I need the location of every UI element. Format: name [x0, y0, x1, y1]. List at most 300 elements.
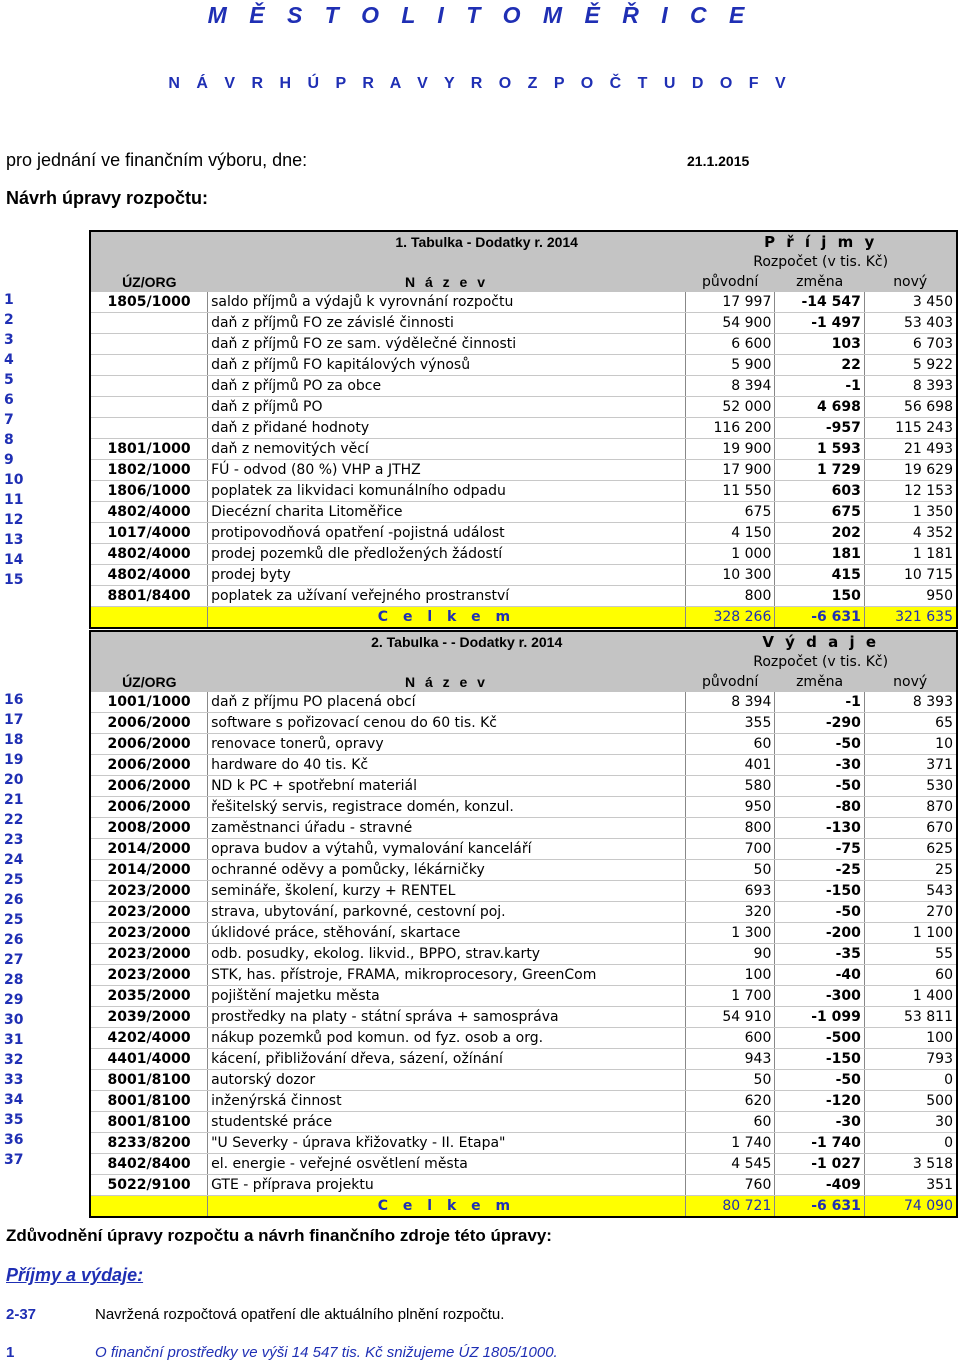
row-new: 351 — [864, 1175, 956, 1196]
note-text: O finanční prostředky ve výši 14 547 tis. Kč snižujeme ÚZ 1805/1000. — [95, 1344, 558, 1361]
row-name: daň z příjmů FO ze závislé činnosti — [208, 313, 686, 334]
income-total-label: C e l k e m — [208, 607, 686, 628]
table-row — [91, 376, 956, 397]
row-name: prodej byty — [208, 565, 686, 586]
table-row — [91, 1175, 956, 1196]
row-new: 530 — [864, 776, 956, 797]
row-original: 4 545 — [685, 1154, 775, 1175]
row-number: 25 — [4, 912, 24, 928]
income-table — [89, 230, 958, 629]
row-name: protipovodňová opatření -pojistná událost — [208, 523, 686, 544]
expense-col-new: nový — [864, 672, 956, 692]
row-code — [91, 397, 208, 418]
expense-total-label: C e l k e m — [208, 1196, 686, 1217]
table-row — [91, 1091, 956, 1112]
row-name: nákup pozemků pod komun. od fyz. osob a org. — [208, 1028, 686, 1049]
row-new: 270 — [864, 902, 956, 923]
row-name: úklidové práce, stěhování, skartace — [208, 923, 686, 944]
row-new: 950 — [864, 586, 956, 607]
row-name: hardware do 40 tis. Kč — [208, 755, 686, 776]
table-row — [91, 397, 956, 418]
row-name: prostředky na platy - státní správa + samosprávа — [208, 1007, 686, 1028]
table-row — [91, 797, 956, 818]
row-new: 500 — [864, 1091, 956, 1112]
row-change: 181 — [775, 544, 865, 565]
row-number: 4 — [4, 352, 14, 368]
row-name: STK, has. přístroje, FRAMA, mikroprocesory, GreenCom — [208, 965, 686, 986]
row-original: 10 300 — [685, 565, 775, 586]
row-name: studentské práce — [208, 1112, 686, 1133]
row-new: 53 403 — [864, 313, 956, 334]
row-change: 1 593 — [775, 439, 865, 460]
table-row — [91, 713, 956, 734]
row-code — [91, 376, 208, 397]
row-original: 90 — [685, 944, 775, 965]
row-original: 1 000 — [685, 544, 775, 565]
row-number: 8 — [4, 432, 14, 448]
row-number: 14 — [4, 552, 24, 568]
row-number: 22 — [4, 812, 24, 828]
row-new: 55 — [864, 944, 956, 965]
row-code — [91, 418, 208, 439]
justification-section: Příjmy a výdaje: — [6, 1265, 144, 1285]
row-number: 6 — [4, 392, 14, 408]
row-code: 2006/2000 — [91, 797, 208, 818]
row-new: 10 715 — [864, 565, 956, 586]
table-row — [91, 523, 956, 544]
row-number: 15 — [4, 572, 24, 588]
row-change: 603 — [775, 481, 865, 502]
row-change: 202 — [775, 523, 865, 544]
row-number: 27 — [4, 952, 24, 968]
row-number: 30 — [4, 1012, 24, 1028]
row-original: 54 900 — [685, 313, 775, 334]
row-number: 35 — [4, 1112, 24, 1128]
row-name: FÚ - odvod (80 %) VHP a JTHZ — [208, 460, 686, 481]
row-name: pojištění majetku města — [208, 986, 686, 1007]
row-new: 19 629 — [864, 460, 956, 481]
row-change: -1 — [775, 692, 865, 713]
row-new: 10 — [864, 734, 956, 755]
row-change: 1 729 — [775, 460, 865, 481]
row-number: 23 — [4, 832, 24, 848]
table-row — [91, 355, 956, 376]
row-name: kácení, přibližování dřeva, sázení, ožínání — [208, 1049, 686, 1070]
row-name: Diecézní charita Litoměřice — [208, 502, 686, 523]
row-new: 3 518 — [864, 1154, 956, 1175]
row-name: ochranné oděvy a pomůcky, lékárničky — [208, 860, 686, 881]
row-code — [91, 355, 208, 376]
row-name: renovace tonerů, opravy — [208, 734, 686, 755]
row-original: 943 — [685, 1049, 775, 1070]
row-change: -30 — [775, 1112, 865, 1133]
row-original: 52 000 — [685, 397, 775, 418]
row-new: 65 — [864, 713, 956, 734]
table-row — [91, 565, 956, 586]
row-change: -50 — [775, 734, 865, 755]
row-number: 19 — [4, 752, 24, 768]
row-number: 7 — [4, 412, 14, 428]
row-original: 116 200 — [685, 418, 775, 439]
row-new: 0 — [864, 1133, 956, 1154]
row-change: -50 — [775, 902, 865, 923]
row-new: 793 — [864, 1049, 956, 1070]
row-number: 33 — [4, 1072, 24, 1088]
row-original: 60 — [685, 734, 775, 755]
income-col-code: ÚZ/ORG — [91, 272, 208, 292]
row-original: 580 — [685, 776, 775, 797]
row-original: 17 900 — [685, 460, 775, 481]
row-number: 13 — [4, 532, 24, 548]
table-row — [91, 923, 956, 944]
row-code: 5022/9100 — [91, 1175, 208, 1196]
city-title: M Ě S T O L I T O M Ě Ř I C E — [207, 2, 753, 28]
row-name: daň z příjmů PO za obce — [208, 376, 686, 397]
row-change: -290 — [775, 713, 865, 734]
row-new: 53 811 — [864, 1007, 956, 1028]
row-change: -500 — [775, 1028, 865, 1049]
row-change: -150 — [775, 881, 865, 902]
row-name: semináře, školení, kurzy + RENTEL — [208, 881, 686, 902]
row-name: daň z příjmů FO ze sam. výdělečné činnosti — [208, 334, 686, 355]
row-change: -300 — [775, 986, 865, 1007]
row-name: software s pořizovací cenou do 60 tis. Kč — [208, 713, 686, 734]
row-original: 100 — [685, 965, 775, 986]
row-code: 8402/8400 — [91, 1154, 208, 1175]
table-row — [91, 418, 956, 439]
row-name: zaměstnanci úřadu - stravné — [208, 818, 686, 839]
income-col-new: nový — [864, 272, 956, 292]
table-row — [91, 1049, 956, 1070]
row-original: 5 900 — [685, 355, 775, 376]
row-name: poplatek za užívaní veřejného prostranství — [208, 586, 686, 607]
row-number: 28 — [4, 972, 24, 988]
income-table-label: 1. Tabulka - Dodatky r. 2014 — [91, 232, 685, 252]
expense-table — [89, 630, 958, 1218]
row-name: daň z přidané hodnoty — [208, 418, 686, 439]
row-change: -957 — [775, 418, 865, 439]
row-code — [91, 313, 208, 334]
row-new: 60 — [864, 965, 956, 986]
row-original: 760 — [685, 1175, 775, 1196]
row-original: 320 — [685, 902, 775, 923]
row-new: 100 — [864, 1028, 956, 1049]
row-code: 8001/8100 — [91, 1112, 208, 1133]
table-row — [91, 1028, 956, 1049]
row-code: 8801/8400 — [91, 586, 208, 607]
income-col-orig: původní — [685, 272, 775, 292]
row-code: 4802/4000 — [91, 544, 208, 565]
income-total-new: 321 635 — [864, 607, 956, 628]
income-col-name: N á z e v — [208, 272, 686, 292]
row-change: -30 — [775, 755, 865, 776]
row-change: -200 — [775, 923, 865, 944]
row-change: -1 027 — [775, 1154, 865, 1175]
expense-col-name: N á z e v — [208, 672, 686, 692]
table-row — [91, 755, 956, 776]
justification-title: Zdůvodnění úpravy rozpočtu a návrh finančního zdroje této úpravy: — [6, 1226, 552, 1245]
note-ref: 1 — [6, 1344, 15, 1361]
table-row — [91, 1007, 956, 1028]
income-col-change: změna — [775, 272, 865, 292]
row-original: 50 — [685, 860, 775, 881]
row-number: 31 — [4, 1032, 24, 1048]
row-new: 30 — [864, 1112, 956, 1133]
row-new: 3 450 — [864, 292, 956, 313]
row-change: -80 — [775, 797, 865, 818]
row-name: daň z nemovitých věcí — [208, 439, 686, 460]
row-number: 24 — [4, 852, 24, 868]
row-original: 600 — [685, 1028, 775, 1049]
row-name: odb. posudky, ekolog. likvid., BPPO, strav.karty — [208, 944, 686, 965]
table-row — [91, 460, 956, 481]
row-original: 50 — [685, 1070, 775, 1091]
table-row — [91, 313, 956, 334]
row-number: 29 — [4, 992, 24, 1008]
row-original: 675 — [685, 502, 775, 523]
row-name: prodej pozemků dle předložených žádostí — [208, 544, 686, 565]
row-name: oprava budov a výtahů, vymalování kanceláří — [208, 839, 686, 860]
row-new: 25 — [864, 860, 956, 881]
row-code: 1001/1000 — [91, 692, 208, 713]
row-code: 2006/2000 — [91, 776, 208, 797]
row-original: 620 — [685, 1091, 775, 1112]
row-code: 2023/2000 — [91, 902, 208, 923]
row-change: -14 547 — [775, 292, 865, 313]
row-new: 12 153 — [864, 481, 956, 502]
table-row — [91, 776, 956, 797]
row-original: 1 300 — [685, 923, 775, 944]
row-original: 60 — [685, 1112, 775, 1133]
expense-total-orig: 80 721 — [685, 1196, 775, 1217]
table-row — [91, 544, 956, 565]
row-change: -120 — [775, 1091, 865, 1112]
row-name: poplatek za likvidaci komunálního odpadu — [208, 481, 686, 502]
row-change: -40 — [775, 965, 865, 986]
row-original: 1 740 — [685, 1133, 775, 1154]
row-new: 4 352 — [864, 523, 956, 544]
row-number: 12 — [4, 512, 24, 528]
table-row — [91, 1112, 956, 1133]
row-new: 8 393 — [864, 376, 956, 397]
row-new: 1 181 — [864, 544, 956, 565]
row-code: 4401/4000 — [91, 1049, 208, 1070]
row-new: 56 698 — [864, 397, 956, 418]
row-code: 8001/8100 — [91, 1070, 208, 1091]
row-code: 2006/2000 — [91, 713, 208, 734]
table-row — [91, 1133, 956, 1154]
table-row — [91, 965, 956, 986]
row-change: -50 — [775, 776, 865, 797]
row-code: 1805/1000 — [91, 292, 208, 313]
row-number: 10 — [4, 472, 24, 488]
row-change: -50 — [775, 1070, 865, 1091]
row-code: 8233/8200 — [91, 1133, 208, 1154]
meeting-label: pro jednání ve finančním výboru, dne: — [6, 150, 308, 170]
row-code: 2014/2000 — [91, 839, 208, 860]
row-original: 8 394 — [685, 376, 775, 397]
row-original: 6 600 — [685, 334, 775, 355]
row-name: el. energie - veřejné osvětlení města — [208, 1154, 686, 1175]
table-row — [91, 1154, 956, 1175]
table-row — [91, 860, 956, 881]
row-code: 2039/2000 — [91, 1007, 208, 1028]
row-change: -1 099 — [775, 1007, 865, 1028]
note-text: Navržená rozpočtová opatření dle aktuálního plnění rozpočtu. — [95, 1306, 505, 1323]
row-new: 543 — [864, 881, 956, 902]
table-row — [91, 986, 956, 1007]
row-new: 670 — [864, 818, 956, 839]
table-row — [91, 902, 956, 923]
row-number: 32 — [4, 1052, 24, 1068]
row-number: 34 — [4, 1092, 24, 1108]
table-row — [91, 734, 956, 755]
row-number: 17 — [4, 712, 24, 728]
table-row — [91, 292, 956, 313]
row-change: -1 497 — [775, 313, 865, 334]
row-number: 18 — [4, 732, 24, 748]
income-section-title: P ř í j m y — [685, 232, 956, 252]
table-row — [91, 502, 956, 523]
row-new: 115 243 — [864, 418, 956, 439]
row-name: "U Severky - úprava křižovatky - II. Etapa" — [208, 1133, 686, 1154]
row-new: 625 — [864, 839, 956, 860]
row-name: inženýrská činnost — [208, 1091, 686, 1112]
row-name: saldo příjmů a výdajů k vyrovnání rozpočtu — [208, 292, 686, 313]
row-code — [91, 334, 208, 355]
row-number: 16 — [4, 692, 24, 708]
table-row — [91, 1070, 956, 1091]
row-code: 2035/2000 — [91, 986, 208, 1007]
row-code: 2014/2000 — [91, 860, 208, 881]
expense-col-change: změna — [775, 672, 865, 692]
row-change: -75 — [775, 839, 865, 860]
row-code: 2023/2000 — [91, 923, 208, 944]
row-original: 4 150 — [685, 523, 775, 544]
row-code: 1806/1000 — [91, 481, 208, 502]
row-original: 54 910 — [685, 1007, 775, 1028]
row-original: 401 — [685, 755, 775, 776]
row-new: 21 493 — [864, 439, 956, 460]
row-name: řešitelský servis, registrace domén, konzul. — [208, 797, 686, 818]
row-original: 693 — [685, 881, 775, 902]
row-number: 37 — [4, 1152, 24, 1168]
row-number: 25 — [4, 872, 24, 888]
row-number: 26 — [4, 892, 24, 908]
row-original: 1 700 — [685, 986, 775, 1007]
row-name: strava, ubytování, parkovné, cestovní poj. — [208, 902, 686, 923]
row-number: 21 — [4, 792, 24, 808]
row-number: 20 — [4, 772, 24, 788]
table-row — [91, 944, 956, 965]
row-code: 4802/4000 — [91, 502, 208, 523]
table-row — [91, 839, 956, 860]
expense-total-new: 74 090 — [864, 1196, 956, 1217]
row-change: 103 — [775, 334, 865, 355]
proposal-label: Návrh úpravy rozpočtu: — [6, 188, 209, 208]
row-number: 36 — [4, 1132, 24, 1148]
row-change: 150 — [775, 586, 865, 607]
row-new: 1 350 — [864, 502, 956, 523]
row-number: 3 — [4, 332, 14, 348]
row-code: 2023/2000 — [91, 881, 208, 902]
table-row — [91, 439, 956, 460]
row-new: 6 703 — [864, 334, 956, 355]
table-row — [91, 481, 956, 502]
row-name: daň z příjmů PO — [208, 397, 686, 418]
row-number: 26 — [4, 932, 24, 948]
row-original: 800 — [685, 586, 775, 607]
row-change: 415 — [775, 565, 865, 586]
row-new: 5 922 — [864, 355, 956, 376]
expense-table-label: 2. Tabulka - - Dodatky r. 2014 — [91, 632, 685, 652]
row-code: 8001/8100 — [91, 1091, 208, 1112]
row-original: 17 997 — [685, 292, 775, 313]
row-code: 1017/4000 — [91, 523, 208, 544]
row-new: 0 — [864, 1070, 956, 1091]
row-original: 11 550 — [685, 481, 775, 502]
expense-budget-label: Rozpočet (v tis. Kč) — [685, 652, 956, 672]
expense-section-title: V ý d a j e — [685, 632, 956, 652]
row-code: 1802/1000 — [91, 460, 208, 481]
row-code: 4202/4000 — [91, 1028, 208, 1049]
row-code: 2008/2000 — [91, 818, 208, 839]
row-code: 4802/4000 — [91, 565, 208, 586]
row-change: -409 — [775, 1175, 865, 1196]
table-row — [91, 692, 956, 713]
row-number: 11 — [4, 492, 24, 508]
row-code: 1801/1000 — [91, 439, 208, 460]
row-original: 700 — [685, 839, 775, 860]
table-row — [91, 881, 956, 902]
row-name: GTE - příprava projektu — [208, 1175, 686, 1196]
row-change: 4 698 — [775, 397, 865, 418]
row-change: 675 — [775, 502, 865, 523]
row-original: 800 — [685, 818, 775, 839]
income-total-change: -6 631 — [775, 607, 865, 628]
row-change: -1 740 — [775, 1133, 865, 1154]
row-new: 870 — [864, 797, 956, 818]
row-code: 2006/2000 — [91, 734, 208, 755]
row-change: -35 — [775, 944, 865, 965]
expense-total-change: -6 631 — [775, 1196, 865, 1217]
row-code: 2006/2000 — [91, 755, 208, 776]
income-total-orig: 328 266 — [685, 607, 775, 628]
row-change: -150 — [775, 1049, 865, 1070]
row-change: -1 — [775, 376, 865, 397]
row-new: 8 393 — [864, 692, 956, 713]
row-name: daň z příjmů FO kapitálových výnosů — [208, 355, 686, 376]
row-original: 950 — [685, 797, 775, 818]
row-name: daň z příjmu PO placená obcí — [208, 692, 686, 713]
expense-col-code: ÚZ/ORG — [91, 672, 208, 692]
row-number: 1 — [4, 292, 14, 308]
table-row — [91, 818, 956, 839]
note-ref: 2-37 — [6, 1306, 37, 1323]
table-row — [91, 586, 956, 607]
expense-col-orig: původní — [685, 672, 775, 692]
row-change: 22 — [775, 355, 865, 376]
row-original: 355 — [685, 713, 775, 734]
row-name: autorský dozor — [208, 1070, 686, 1091]
income-budget-label: Rozpočet (v tis. Kč) — [685, 252, 956, 272]
row-original: 8 394 — [685, 692, 775, 713]
row-new: 1 400 — [864, 986, 956, 1007]
document-subtitle: N Á V R H Ú P R A V Y R O Z P O Č T U D O F V — [168, 75, 792, 92]
row-code: 2023/2000 — [91, 965, 208, 986]
row-new: 371 — [864, 755, 956, 776]
meeting-date: 21.1.2015 — [687, 153, 750, 169]
